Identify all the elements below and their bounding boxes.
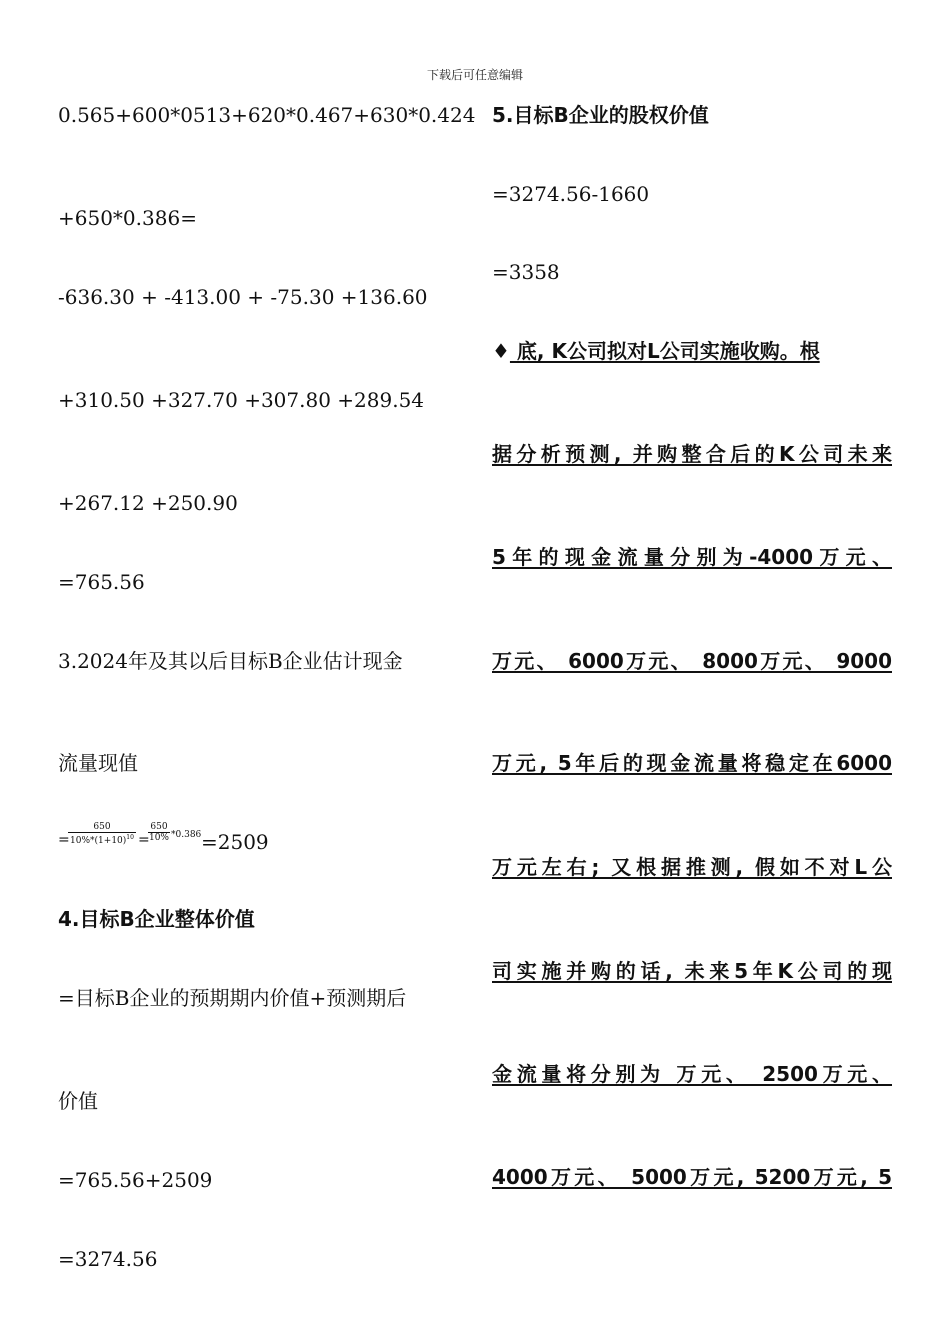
formula-exponent: 10 — [126, 834, 134, 841]
enterprise-value-result: =3274.56 — [58, 1247, 158, 1271]
case-paragraph-line-5: 万元, 5年后的现金流量将稳定在6000 — [492, 751, 892, 775]
formula-numerator-1: 650 — [93, 822, 111, 832]
formula-denominator-1 — [68, 832, 136, 846]
case-paragraph-line-4: 万元、 6000万元、 8000万元、 9000 — [492, 649, 892, 673]
case-paragraph-line-6: 万元左右; 又根据推测, 假如不对L公 — [492, 855, 892, 879]
formula-denominator-1-text: 10%*(1+10) — [70, 836, 127, 846]
formula-numerator-2: 650 — [150, 822, 168, 832]
equity-value-calc: =3274.56-1660 — [492, 182, 650, 206]
formula-multiplier: *0.386 — [171, 830, 202, 840]
equity-value-result: =3358 — [492, 260, 560, 284]
case-paragraph-line-1-text: 底, K公司拟对L公司实施收购。根 — [509, 339, 820, 363]
calc-line-2: +650*0.386= — [58, 206, 197, 230]
calc-result-1: =765.56 — [58, 570, 145, 594]
enterprise-value-definition-line-1: =目标B企业的预期期内价值+预测期后 — [58, 986, 407, 1010]
formula-fraction-2 — [148, 822, 170, 843]
section-3-heading-line-2: 流量现值 — [58, 751, 138, 775]
calc-line-4: +310.50 +327.70 +307.80 +289.54 — [58, 388, 425, 412]
case-paragraph-line-8: 金流量将分别为 万元、 2500万元、 — [492, 1062, 892, 1086]
formula-result: =2509 — [201, 830, 269, 854]
calc-line-3: -636.30 + -413.00 + -75.30 +136.60 — [58, 285, 428, 309]
enterprise-value-definition-line-2: 价值 — [58, 1089, 98, 1113]
formula-eq-2: = — [138, 832, 150, 848]
case-paragraph-line-7: 司实施并购的话, 未来5年K公司的现 — [492, 959, 892, 983]
page-header: 下载后可任意编辑 — [426, 68, 523, 82]
calc-line-1: 0.565+600*0513+620*0.467+630*0.424 — [58, 103, 476, 127]
diamond-bullet-icon: ♦ — [492, 339, 510, 363]
enterprise-value-calc: =765.56+2509 — [58, 1168, 213, 1192]
calc-line-5: +267.12 +250.90 — [58, 491, 238, 515]
case-paragraph-line-3: 5年的现金流量分别为-4000万元、 — [492, 545, 892, 569]
formula-fraction-1 — [68, 822, 136, 846]
case-paragraph-line-2: 据分析预测, 并购整合后的K公司未来 — [492, 442, 892, 466]
formula-eq-1: = — [58, 832, 70, 848]
case-paragraph-line-1 — [492, 338, 820, 364]
section-3-heading-line-1: 3.2024年及其以后目标B企业估计现金 — [58, 649, 403, 673]
formula-denominator-2: 10% — [148, 833, 169, 843]
section-4-heading: 4.目标B企业整体价值 — [58, 907, 255, 931]
case-paragraph-line-9: 4000万元、 5000万元, 5200万元, 5 — [492, 1165, 892, 1189]
section-5-heading: 5.目标B企业的股权价值 — [492, 103, 709, 127]
